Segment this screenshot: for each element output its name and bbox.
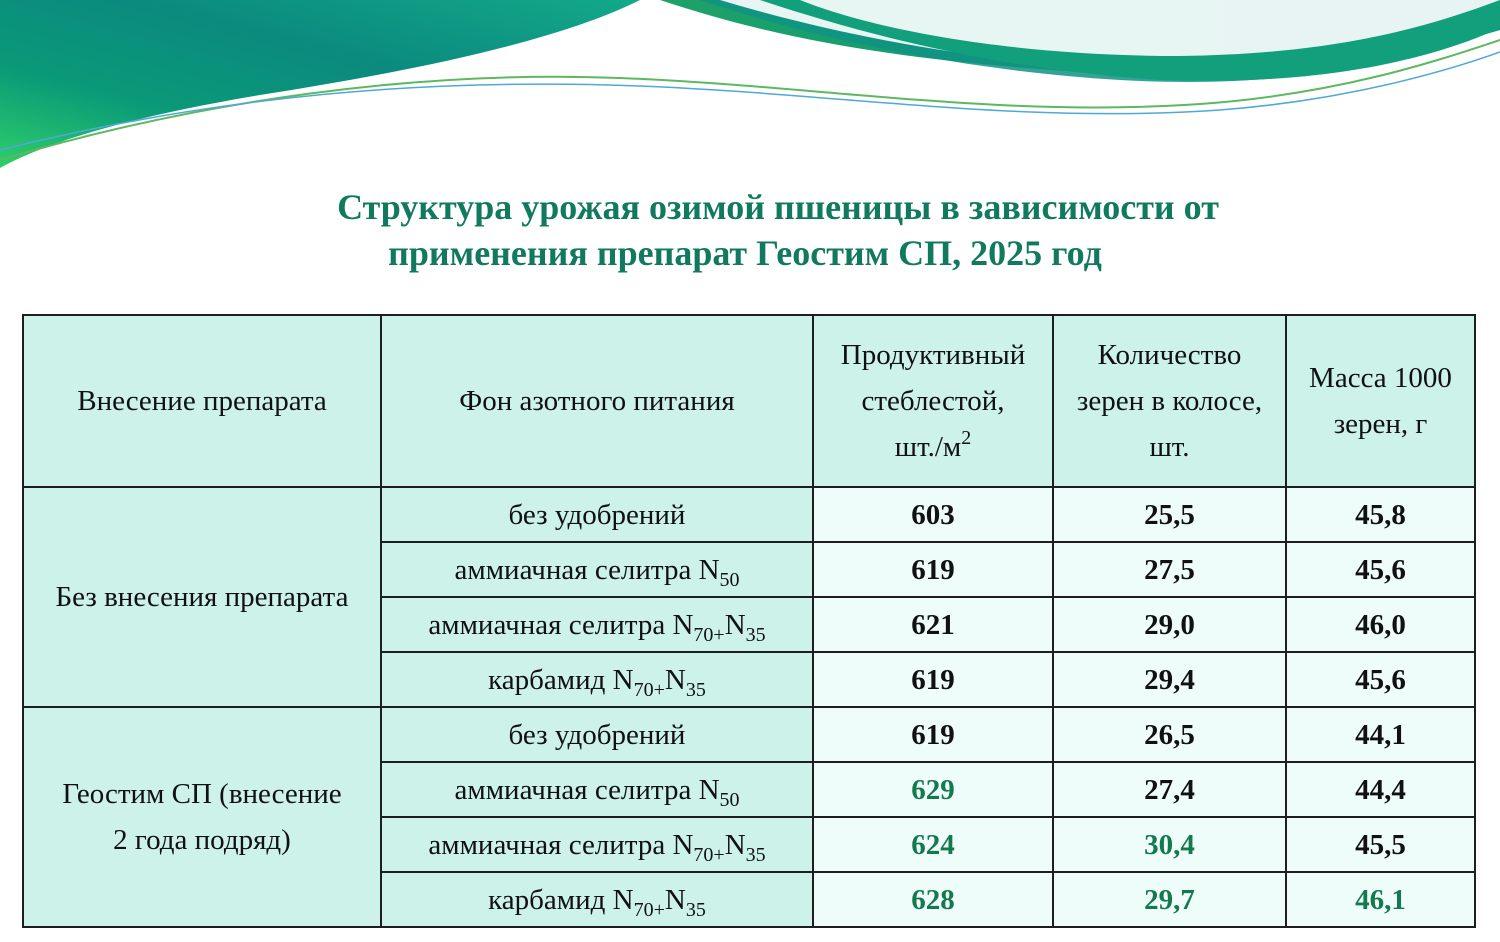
header-productive-stems: Продуктивный стеблестой, $шт./м^2$	[813, 315, 1053, 487]
stems-value: 628	[813, 872, 1053, 927]
nitrogen-background-cell: карбамид $N_{70+}N_{35}$	[381, 872, 813, 927]
mass-value: 46,0	[1286, 597, 1475, 652]
title-line-2: применения препарат Геостим СП, 2025 год	[388, 233, 1102, 273]
stems-value: 619	[813, 652, 1053, 707]
grains-value: 29,0	[1053, 597, 1286, 652]
decorative-wave-banner	[0, 0, 1500, 180]
header-grains-per-ear: Количество зерен в колосе, шт.	[1053, 315, 1286, 487]
grains-value: 30,4	[1053, 817, 1286, 872]
header-application: Внесение препарата	[23, 315, 381, 487]
stems-value: 603	[813, 487, 1053, 542]
mass-value: 45,8	[1286, 487, 1475, 542]
nitrogen-background-cell: без удобрений	[381, 487, 813, 542]
nitrogen-background-cell: аммиачная селитра $N_{50}$	[381, 542, 813, 597]
group-label: Без внесения препарата	[23, 487, 381, 707]
table-body	[23, 487, 1475, 927]
table-header-row	[23, 315, 1475, 487]
stems-value: 624	[813, 817, 1053, 872]
mass-value: 45,6	[1286, 542, 1475, 597]
mass-value: 45,5	[1286, 817, 1475, 872]
grains-value: 29,4	[1053, 652, 1286, 707]
page-title	[0, 184, 1500, 276]
header-nitrogen-background: Фон азотного питания	[381, 315, 813, 487]
nitrogen-background-cell: аммиачная селитра $N_{70+}N_{35}$	[381, 817, 813, 872]
yield-structure-table	[22, 314, 1476, 928]
nitrogen-background-cell: без удобрений	[381, 707, 813, 762]
nitrogen-background-cell: аммиачная селитра $N_{50}$	[381, 762, 813, 817]
mass-value: 44,1	[1286, 707, 1475, 762]
stems-value: 619	[813, 707, 1053, 762]
stems-value: 621	[813, 597, 1053, 652]
stems-value: 629	[813, 762, 1053, 817]
mass-value: 44,4	[1286, 762, 1475, 817]
grains-value: 25,5	[1053, 487, 1286, 542]
title-line-1: Структура урожая озимой пшеницы в зависимости от	[337, 187, 1219, 227]
grains-value: 27,4	[1053, 762, 1286, 817]
group-label: Геостим СП (внесение 2 года подряд)	[23, 707, 381, 927]
nitrogen-background-cell: аммиачная селитра $N_{70+}N_{35}$	[381, 597, 813, 652]
nitrogen-background-cell: карбамид $N_{70+}N_{35}$	[381, 652, 813, 707]
table-row	[23, 707, 1475, 762]
header-thousand-grain-mass: Масса 1000 зерен, г	[1286, 315, 1475, 487]
mass-value: 45,6	[1286, 652, 1475, 707]
grains-value: 26,5	[1053, 707, 1286, 762]
mass-value: 46,1	[1286, 872, 1475, 927]
grains-value: 27,5	[1053, 542, 1286, 597]
table-row	[23, 487, 1475, 542]
stems-value: 619	[813, 542, 1053, 597]
grains-value: 29,7	[1053, 872, 1286, 927]
